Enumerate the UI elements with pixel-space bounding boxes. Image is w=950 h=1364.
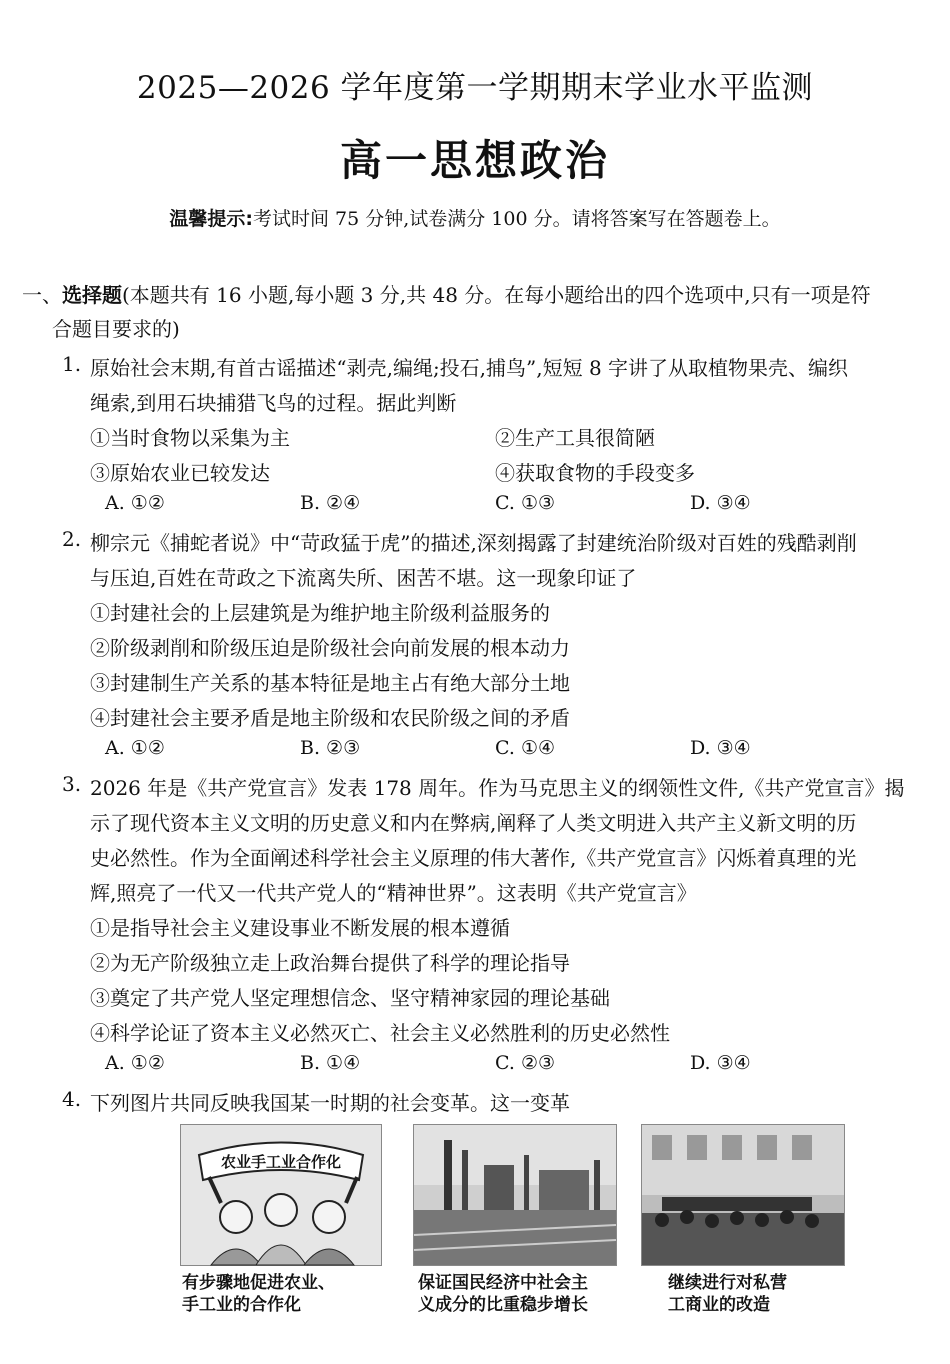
subject-title: 高一思想政治 (339, 136, 610, 185)
question-stem-line: 下列图片共同反映我国某一时期的社会变革。这一变革 (90, 1091, 570, 1115)
question-number: 2. (62, 527, 82, 551)
statement-item: ③封建制生产关系的基本特征是地主占有绝大部分土地 (90, 671, 570, 695)
image-caption-line: 手工业的合作化 (182, 1295, 301, 1315)
choice-b: B. ②④ (300, 492, 361, 514)
question-stem-line: 绳索,到用石块捕猎飞鸟的过程。据此判断 (90, 391, 457, 415)
section-heading (22, 278, 871, 312)
question-stem-line: 辉,照亮了一代又一代共产党人的“精神世界”。这表明《共产党宣言》 (90, 881, 697, 905)
statement-item: ②阶级剥削和阶级压迫是阶级社会向前发展的根本动力 (90, 636, 570, 660)
choice-a: A. ①② (105, 492, 165, 514)
image-caption-line: 有步骤地促进农业、 (182, 1273, 335, 1293)
tip-text: 考试时间 75 分钟,试卷满分 100 分。请将答案写在答题卷上。 (252, 208, 781, 230)
tip-label: 温馨提示: (169, 208, 253, 230)
choice-a: A. ①② (105, 737, 165, 759)
choice-b: B. ①④ (300, 1052, 361, 1074)
question-number: 1. (62, 352, 82, 376)
statement-item: ②生产工具很简陋 (495, 426, 655, 450)
statement-item: ①封建社会的上层建筑是为维护地主阶级利益服务的 (90, 601, 550, 625)
section-desc-line1: (本题共有 16 小题,每小题 3 分,共 48 分。在每小题给出的四个选项中,只有一项是符 (122, 283, 871, 307)
choice-a: A. ①② (105, 1052, 165, 1074)
statement-item: ④封建社会主要矛盾是地主阶级和农民阶级之间的矛盾 (90, 706, 570, 730)
question-stem-line: 史必然性。作为全面阐述科学社会主义原理的伟大著作,《共产党宣言》闪烁着真理的光 (90, 846, 857, 870)
exam-tip (0, 204, 950, 231)
exam-title: 2025—2026 学年度第一学期期末学业水平监测 (136, 70, 814, 106)
image-caption-line: 义成分的比重稳步增长 (418, 1295, 588, 1315)
statement-item: ③奠定了共产党人坚定理想信念、坚守精神家园的理论基础 (90, 986, 610, 1010)
question-number: 3. (62, 772, 82, 796)
section-number: 一、 (22, 283, 62, 307)
question-stem-line: 示了现代资本主义文明的历史意义和内在弊病,阐释了人类文明进入共产主义新文明的历 (90, 811, 857, 835)
cartoon-image (180, 1124, 382, 1266)
factory-photo (413, 1124, 617, 1266)
cartoon-banner-text: 农业手工业合作化 (220, 1153, 342, 1171)
cartoon-illustration (181, 1125, 381, 1265)
parade-photo (641, 1124, 845, 1266)
choice-c: C. ②③ (495, 1052, 556, 1074)
cropped-caption-row (180, 1290, 860, 1315)
statement-item: ③原始农业已较发达 (90, 461, 270, 485)
question-stem-line: 柳宗元《捕蛇者说》中“苛政猛于虎”的描述,深刻揭露了封建统治阶级对百姓的残酷剥削 (90, 531, 857, 555)
choice-d: D. ③④ (690, 737, 751, 759)
statement-item: ①当时食物以采集为主 (90, 426, 290, 450)
section-name: 选择题 (62, 283, 122, 307)
statement-item: ④获取食物的手段变多 (495, 461, 695, 485)
factory-illustration (414, 1125, 616, 1265)
question-stem-line: 与压迫,百姓在苛政之下流离失所、困苦不堪。这一现象印证了 (90, 566, 637, 590)
question-number: 4. (62, 1087, 82, 1111)
image-caption-line: 保证国民经济中社会主 (418, 1273, 588, 1293)
choice-c: C. ①④ (495, 737, 556, 759)
statement-item: ②为无产阶级独立走上政治舞台提供了科学的理论指导 (90, 951, 570, 975)
choice-c: C. ①③ (495, 492, 556, 514)
question-stem-line: 原始社会末期,有首古谣描述“剥壳,编绳;投石,捕鸟”,短短 8 字讲了从取植物果壳、编织 (90, 356, 849, 380)
section-desc-line2: 合题目要求的) (52, 317, 180, 341)
statement-item: ①是指导社会主义建设事业不断发展的根本遵循 (90, 916, 510, 940)
choice-d: D. ③④ (690, 492, 751, 514)
choice-b: B. ②③ (300, 737, 361, 759)
question-stem-line: 2026 年是《共产党宣言》发表 178 周年。作为马克思主义的纲领性文件,《共产党宣言》揭 (90, 776, 905, 800)
image-caption-line: 继续进行对私营 (668, 1273, 787, 1293)
choice-d: D. ③④ (690, 1052, 751, 1074)
image-caption-line: 工商业的改造 (668, 1295, 770, 1315)
statement-item: ④科学论证了资本主义必然灭亡、社会主义必然胜利的历史必然性 (90, 1021, 670, 1045)
parade-illustration (642, 1125, 844, 1265)
